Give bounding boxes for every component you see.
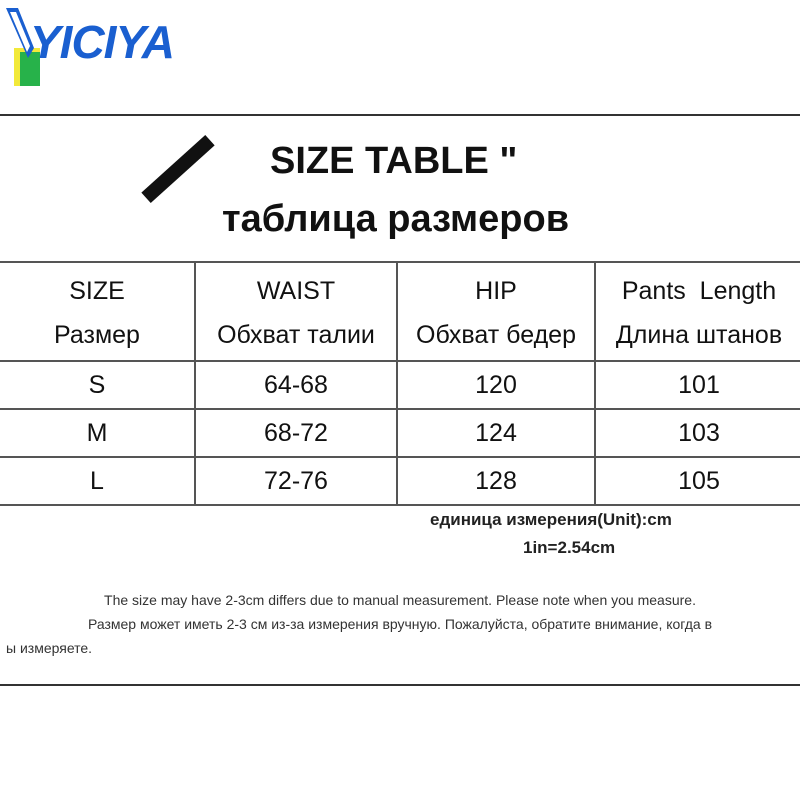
header-waist: WAIST Обхват талии: [195, 262, 397, 361]
title-russian: таблица размеров: [222, 198, 570, 240]
cell-hip: 120: [397, 361, 595, 409]
measurement-note-en: The size may have 2-3cm differs due to manual measurement. Please note when you measure.: [104, 592, 696, 608]
cell-waist: 72-76: [195, 457, 397, 505]
inch-conversion: 1in=2.54cm: [523, 538, 616, 557]
cell-hip: 128: [397, 457, 595, 505]
cell-length: 105: [595, 457, 800, 505]
measurement-note-ru: Размер может иметь 2-3 см из-за измерения вручную. Пожалуйста, обратите внимание, когда в: [87, 616, 713, 632]
title-english: SIZE TABLE ": [270, 140, 518, 182]
cell-waist: 68-72: [195, 409, 397, 457]
unit-note: единица измерения(Unit):cm: [430, 510, 672, 529]
table-header-row: [0, 262, 800, 361]
header-pants-length: Pants Length Длина штанов: [595, 262, 800, 361]
brand-logo: [6, 4, 176, 88]
cell-hip: 124: [397, 409, 595, 457]
cell-size: M: [0, 409, 195, 457]
logo-text: YICIYA: [30, 16, 174, 68]
size-table: [0, 261, 800, 506]
cell-size: S: [0, 361, 195, 409]
table-row: [0, 409, 800, 457]
table-row: [0, 361, 800, 409]
header-size: SIZE Размер: [0, 262, 195, 361]
cell-length: 103: [595, 409, 800, 457]
cell-waist: 64-68: [195, 361, 397, 409]
header-hip: HIP Обхват бедер: [397, 262, 595, 361]
table-row: [0, 457, 800, 505]
cell-size: L: [0, 457, 195, 505]
measurement-note-ru-continued: ы измеряете.: [6, 640, 93, 656]
cell-length: 101: [595, 361, 800, 409]
